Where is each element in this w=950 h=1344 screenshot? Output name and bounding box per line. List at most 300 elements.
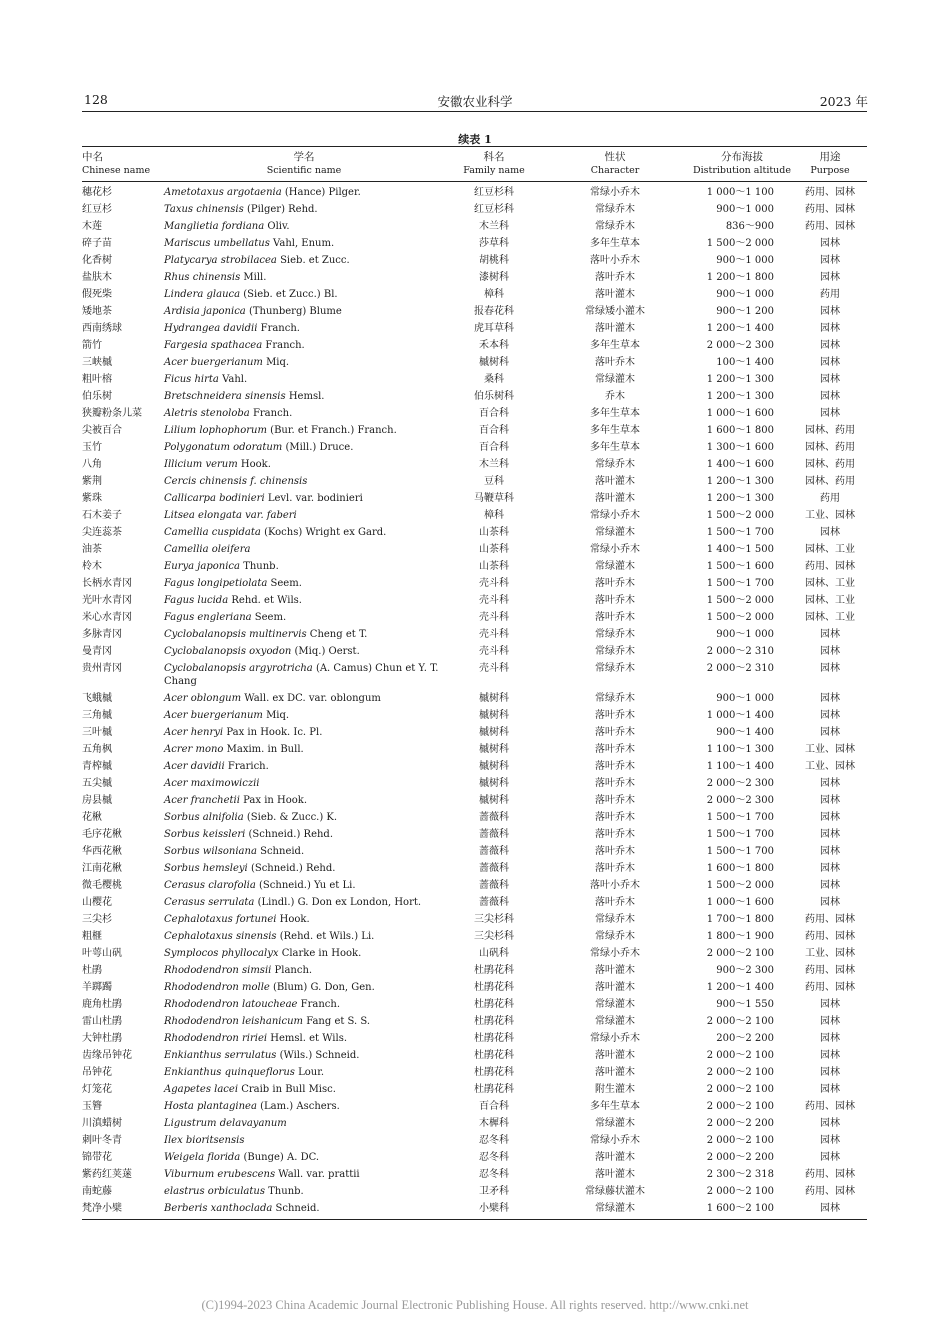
col-header-en: Purpose [810, 165, 850, 176]
altitude-cell: 2 000～2 300 [706, 795, 774, 806]
chinese-name-cell: 尖连蕊茶 [82, 527, 122, 538]
scientific-name-cell [164, 828, 449, 841]
scientific-name-author: Franch. [260, 323, 300, 334]
chinese-name-cell: 碎子苗 [82, 238, 112, 249]
table-row [0, 758, 950, 775]
chinese-name-cell: 三尖杉 [82, 914, 112, 925]
chinese-name-cell: 五角枫 [82, 744, 112, 755]
character-cell: 落叶灌木 [595, 1152, 635, 1163]
scientific-name-author: (Lam.) Aschers. [260, 1101, 340, 1112]
table-row [0, 235, 950, 252]
purpose-cell: 工业、园林 [805, 510, 855, 521]
character-cell: 落叶乔木 [595, 761, 635, 772]
character-cell: 常绿乔木 [595, 646, 635, 657]
altitude-cell: 2 000～2 300 [706, 778, 774, 789]
table-title: 续表 1 [458, 133, 492, 146]
scientific-name-author: Oliv. [267, 221, 290, 232]
family-name-cell: 槭树科 [479, 744, 509, 755]
chinese-name-cell: 玉簪 [82, 1101, 102, 1112]
character-cell: 常绿灌木 [595, 1016, 635, 1027]
character-cell: 多年生草本 [590, 425, 640, 436]
family-name-cell: 壳斗科 [479, 595, 509, 606]
altitude-cell: 900～1 550 [716, 999, 774, 1010]
col-header-cn: 分布海拔 [721, 151, 763, 163]
family-name-cell: 槭树科 [479, 727, 509, 738]
altitude-cell: 1 100～1 400 [706, 761, 774, 772]
scientific-name-author: (Schneid.) Rehd. [248, 829, 334, 840]
family-name-cell: 樟科 [484, 289, 504, 300]
altitude-cell: 1 000～1 600 [706, 897, 774, 908]
journal-title: 安徽农业科学 [437, 94, 513, 109]
chinese-name-cell: 长柄水青冈 [82, 578, 132, 589]
table-row [0, 860, 950, 877]
scientific-name-author: (A. Camus) Chun et Y. T. Chang [164, 663, 439, 687]
scientific-name-italic: Cerasus serrulata [164, 897, 255, 908]
chinese-name-cell: 江南花楸 [82, 863, 122, 874]
scientific-name-italic: elastrus orbiculatus [164, 1186, 265, 1197]
scientific-name-author: (Blum) G. Don, Gen. [273, 982, 375, 993]
altitude-cell: 1 500～2 000 [706, 595, 774, 606]
scientific-name-italic: Sorbus alnifolia [164, 812, 244, 823]
character-cell: 常绿小乔木 [590, 544, 640, 555]
scientific-name-cell [164, 594, 449, 607]
character-cell: 常绿灌木 [595, 561, 635, 572]
altitude-cell: 1 700～1 800 [706, 914, 774, 925]
table-row [0, 541, 950, 558]
table-row [0, 690, 950, 707]
scientific-name-cell [164, 203, 449, 216]
scientific-name-author: (Sieb. et Zucc.) Bl. [243, 289, 338, 300]
scientific-name-cell [164, 726, 449, 739]
character-cell: 落叶乔木 [595, 795, 635, 806]
scientific-name-cell [164, 271, 449, 284]
scientific-name-italic: Bretschneidera sinensis [164, 391, 286, 402]
table-row [0, 1030, 950, 1047]
family-name-cell: 山茶科 [479, 561, 509, 572]
scientific-name-italic: Acrer mono [164, 744, 224, 755]
chinese-name-cell: 华西花楸 [82, 846, 122, 857]
altitude-cell: 2 000～2 100 [706, 1050, 774, 1061]
scientific-name-author: Clarke in Hook. [281, 948, 362, 959]
table-row [0, 843, 950, 860]
table-row [0, 996, 950, 1013]
table-row [0, 609, 950, 626]
scientific-name-italic: Cephalotaxus sinensis [164, 931, 277, 942]
family-name-cell: 报春花科 [474, 306, 514, 317]
chinese-name-cell: 鹿角杜鹃 [82, 999, 122, 1010]
chinese-name-cell: 梵净小檗 [82, 1203, 122, 1214]
scientific-name-italic: Fagus lucida [164, 595, 229, 606]
scientific-name-author: (Schneid.) Rehd. [250, 863, 336, 874]
scientific-name-author: (Hance) Pilger. [284, 187, 361, 198]
purpose-cell: 园林、药用 [805, 425, 855, 436]
family-name-cell: 杜鹃花科 [474, 1050, 514, 1061]
scientific-name-italic: Weigela florida [164, 1152, 241, 1163]
purpose-cell: 园林 [820, 391, 840, 402]
family-name-cell: 杜鹃花科 [474, 1033, 514, 1044]
purpose-cell: 药用、园林 [805, 914, 855, 925]
altitude-cell: 1 500～2 000 [706, 612, 774, 623]
character-cell: 落叶乔木 [595, 727, 635, 738]
family-name-cell: 杜鹃花科 [474, 999, 514, 1010]
altitude-cell: 2 000～2 200 [706, 1152, 774, 1163]
chinese-name-cell: 多脉青冈 [82, 629, 122, 640]
character-cell: 落叶乔木 [595, 578, 635, 589]
altitude-cell: 1 000～1 400 [706, 710, 774, 721]
altitude-cell: 2 000～2 100 [706, 1016, 774, 1027]
character-cell: 落叶小乔木 [590, 880, 640, 891]
purpose-cell: 园林 [820, 340, 840, 351]
purpose-cell: 园林 [820, 880, 840, 891]
scientific-name-author: Cheng et T. [309, 629, 368, 640]
scientific-name-cell [164, 1066, 449, 1079]
scientific-name-author: Miq. [266, 357, 290, 368]
scientific-name-italic: Camellia cuspidata [164, 527, 261, 538]
character-cell: 落叶灌木 [595, 323, 635, 334]
purpose-cell: 工业、园林 [805, 948, 855, 959]
chinese-name-cell: 三峡槭 [82, 357, 112, 368]
family-name-cell: 小檗科 [479, 1203, 509, 1214]
altitude-cell: 2 000～2 100 [706, 1186, 774, 1197]
table-row [0, 439, 950, 456]
scientific-name-italic: Cyclobalanopsis multinervis [164, 629, 307, 640]
table-row [0, 1081, 950, 1098]
chinese-name-cell: 盐肤木 [82, 272, 112, 283]
chinese-name-cell: 飞蛾槭 [82, 693, 112, 704]
family-name-cell: 山茶科 [479, 527, 509, 538]
character-cell: 常绿乔木 [595, 663, 635, 674]
chinese-name-cell: 花楸 [82, 812, 102, 823]
character-cell: 落叶灌木 [595, 493, 635, 504]
scientific-name-italic: Sorbus wilsoniana [164, 846, 257, 857]
scientific-name-author: Levl. var. bodinieri [267, 493, 363, 504]
chinese-name-cell: 贵州青冈 [82, 663, 122, 674]
header-rule [82, 111, 867, 112]
purpose-cell: 园林 [820, 846, 840, 857]
scientific-name-cell [164, 692, 449, 705]
scientific-name-italic: Illicium verum [164, 459, 238, 470]
altitude-cell: 900～1 000 [716, 255, 774, 266]
purpose-cell: 园林 [820, 829, 840, 840]
scientific-name-cell [164, 577, 449, 590]
altitude-cell: 900～2 300 [716, 965, 774, 976]
scientific-name-italic: Berberis xanthoclada [164, 1203, 273, 1214]
scientific-name-italic: Acer maximowiczii [164, 778, 260, 789]
scientific-name-cell [164, 543, 449, 556]
altitude-cell: 900～1 000 [716, 289, 774, 300]
col-header-cn: 用途 [819, 151, 841, 163]
character-cell: 多年生草本 [590, 340, 640, 351]
col-header-family-name [450, 151, 538, 177]
scientific-name-italic: Symplocos phyllocalyx [164, 948, 279, 959]
chinese-name-cell: 伯乐树 [82, 391, 112, 402]
scientific-name-cell [164, 1032, 449, 1045]
purpose-cell: 园林、药用 [805, 459, 855, 470]
family-name-cell: 伯乐树科 [474, 391, 514, 402]
table-row [0, 877, 950, 894]
chinese-name-cell: 矮地茶 [82, 306, 112, 317]
family-name-cell: 三尖杉科 [474, 914, 514, 925]
scientific-name-cell [164, 1015, 449, 1028]
table-row [0, 371, 950, 388]
character-cell: 落叶乔木 [595, 612, 635, 623]
scientific-name-italic: Eurya japonica [164, 561, 240, 572]
table-row [0, 456, 950, 473]
family-name-cell: 杜鹃花科 [474, 982, 514, 993]
character-cell: 常绿小乔木 [590, 948, 640, 959]
altitude-cell: 900～1 000 [716, 693, 774, 704]
altitude-cell: 2 000～2 310 [706, 663, 774, 674]
purpose-cell: 园林 [820, 1203, 840, 1214]
scientific-name-cell [164, 220, 449, 233]
purpose-cell: 药用、园林 [805, 221, 855, 232]
scientific-name-cell [164, 475, 449, 488]
family-name-cell: 壳斗科 [479, 629, 509, 640]
purpose-cell: 园林 [820, 1118, 840, 1129]
table-row [0, 1013, 950, 1030]
chinese-name-cell: 山樱花 [82, 897, 112, 908]
scientific-name-cell [164, 492, 449, 505]
altitude-cell: 900～1 200 [716, 306, 774, 317]
scientific-name-italic: Rhododendron latoucheae [164, 999, 298, 1010]
scientific-name-italic: Cyclobalanopsis oxyodon [164, 646, 292, 657]
character-cell: 常绿矮小灌木 [585, 306, 645, 317]
chinese-name-cell: 三角槭 [82, 710, 112, 721]
altitude-cell: 200～2 200 [716, 1033, 774, 1044]
purpose-cell: 药用、园林 [805, 931, 855, 942]
character-cell: 常绿藤状灌木 [585, 1186, 645, 1197]
character-cell: 乔木 [605, 391, 625, 402]
altitude-cell: 100～1 400 [716, 357, 774, 368]
table-top-rule [82, 146, 867, 147]
scientific-name-cell [164, 662, 449, 688]
scientific-name-cell [164, 458, 449, 471]
col-header-character [565, 151, 665, 177]
scientific-name-cell [164, 254, 449, 267]
purpose-cell: 园林 [820, 1135, 840, 1146]
character-cell: 常绿乔木 [595, 221, 635, 232]
character-cell: 常绿灌木 [595, 1203, 635, 1214]
table-row [0, 626, 950, 643]
purpose-cell: 园林 [820, 1067, 840, 1078]
scientific-name-italic: Acer franchetii [164, 795, 240, 806]
scientific-name-author: Franch. [265, 340, 305, 351]
family-name-cell: 木樨科 [479, 1118, 509, 1129]
chinese-name-cell: 三叶槭 [82, 727, 112, 738]
family-name-cell: 槭树科 [479, 693, 509, 704]
scientific-name-author: (Bunge) A. DC. [243, 1152, 320, 1163]
purpose-cell: 药用 [820, 493, 840, 504]
scientific-name-italic: Sorbus hemsleyi [164, 863, 248, 874]
altitude-cell: 1 500～1 700 [706, 812, 774, 823]
table-row [0, 1183, 950, 1200]
table-row [0, 741, 950, 758]
purpose-cell: 药用、园林 [805, 965, 855, 976]
scientific-name-italic: Acer oblongum [164, 693, 242, 704]
scientific-name-italic: Viburnum erubescens [164, 1169, 276, 1180]
table-row [0, 354, 950, 371]
col-header-cn: 中名 [82, 151, 103, 163]
scientific-name-cell [164, 390, 449, 403]
scientific-name-author: (Mill.) Druce. [285, 442, 354, 453]
scientific-name-italic: Enkianthus quinqueflorus [164, 1067, 295, 1078]
family-name-cell: 壳斗科 [479, 663, 509, 674]
col-header-chinese-name [82, 151, 150, 177]
purpose-cell: 园林 [820, 1152, 840, 1163]
altitude-cell: 836～900 [725, 221, 774, 232]
scientific-name-author: Lour. [298, 1067, 325, 1078]
chinese-name-cell: 紫荆 [82, 476, 102, 487]
scientific-name-italic: Polygonatum odoratum [164, 442, 283, 453]
chinese-name-cell: 狭瓣粉条儿菜 [82, 408, 142, 419]
altitude-cell: 2 000～2 310 [706, 646, 774, 657]
family-name-cell: 漆树科 [479, 272, 509, 283]
scientific-name-author: Vahl, Enum. [273, 238, 335, 249]
chinese-name-cell: 齿缘吊钟花 [82, 1050, 132, 1061]
character-cell: 常绿乔木 [595, 204, 635, 215]
scientific-name-italic: Rhododendron molle [164, 982, 270, 993]
scientific-name-italic: Rhododendron simsii [164, 965, 272, 976]
purpose-cell: 园林 [820, 999, 840, 1010]
scientific-name-italic: Enkianthus serrulatus [164, 1050, 277, 1061]
table-body [0, 184, 950, 1217]
col-header-cn: 学名 [293, 151, 315, 163]
scientific-name-italic: Camellia oleifera [164, 544, 251, 555]
scientific-name-author: Rehd. et Wils. [231, 595, 302, 606]
scientific-name-author: (Pilger) Rehd. [246, 204, 318, 215]
altitude-cell: 2 000～2 300 [706, 340, 774, 351]
table-header-rule [82, 181, 867, 182]
altitude-cell: 1 300～1 600 [706, 442, 774, 453]
character-cell: 多年生草本 [590, 238, 640, 249]
scientific-name-italic: Acer davidii [164, 761, 225, 772]
table-row [0, 337, 950, 354]
scientific-name-author: (Thunberg) Blume [248, 306, 342, 317]
family-name-cell: 壳斗科 [479, 612, 509, 623]
col-header-en: Character [590, 165, 640, 176]
scientific-name-cell [164, 794, 449, 807]
table-row [0, 724, 950, 741]
scientific-name-author: (Rehd. et Wils.) Li. [279, 931, 375, 942]
table-row [0, 660, 950, 690]
purpose-cell: 药用、园林 [805, 187, 855, 198]
scientific-name-cell [164, 709, 449, 722]
table-row [0, 792, 950, 809]
scientific-name-italic: Acer buergerianum [164, 357, 263, 368]
family-name-cell: 莎草科 [479, 238, 509, 249]
chinese-name-cell: 西南绣球 [82, 323, 122, 334]
altitude-cell: 2 000～2 100 [706, 1067, 774, 1078]
scientific-name-italic: Sorbus keissleri [164, 829, 246, 840]
altitude-cell: 1 800～1 900 [706, 931, 774, 942]
purpose-cell: 园林 [820, 646, 840, 657]
family-name-cell: 豆科 [484, 476, 504, 487]
character-cell: 落叶乔木 [595, 357, 635, 368]
table-row [0, 218, 950, 235]
chinese-name-cell: 玉竹 [82, 442, 102, 453]
scientific-name-author: Hemsl. et Wils. [270, 1033, 347, 1044]
family-name-cell: 槭树科 [479, 357, 509, 368]
page-number: 128 [84, 92, 108, 107]
purpose-cell: 园林 [820, 374, 840, 385]
altitude-cell: 2 000～2 200 [706, 1118, 774, 1129]
purpose-cell: 园林 [820, 663, 840, 674]
purpose-cell: 园林 [820, 255, 840, 266]
chinese-name-cell: 尖被百合 [82, 425, 122, 436]
chinese-name-cell: 油茶 [82, 544, 102, 555]
scientific-name-cell [164, 947, 449, 960]
chinese-name-cell: 微毛樱桃 [82, 880, 122, 891]
family-name-cell: 蔷薇科 [479, 897, 509, 908]
scientific-name-cell [164, 879, 449, 892]
scientific-name-author: Planch. [274, 965, 313, 976]
scientific-name-italic: Litsea elongata var. faberi [164, 510, 297, 521]
character-cell: 常绿乔木 [595, 931, 635, 942]
altitude-cell: 1 600～1 800 [706, 863, 774, 874]
purpose-cell: 园林 [820, 693, 840, 704]
chinese-name-cell: 假死柴 [82, 289, 112, 300]
altitude-cell: 900～1 000 [716, 204, 774, 215]
table-row [0, 775, 950, 792]
purpose-cell: 园林 [820, 795, 840, 806]
scientific-name-italic: Agapetes lacei [164, 1084, 239, 1095]
family-name-cell: 蔷薇科 [479, 863, 509, 874]
table-row [0, 945, 950, 962]
character-cell: 落叶乔木 [595, 863, 635, 874]
scientific-name-author: Wall. ex DC. var. oblongum [244, 693, 381, 704]
family-name-cell: 山矾科 [479, 948, 509, 959]
character-cell: 落叶乔木 [595, 272, 635, 283]
scientific-name-cell [164, 356, 449, 369]
character-cell: 附生灌木 [595, 1084, 635, 1095]
chinese-name-cell: 灯笼花 [82, 1084, 112, 1095]
table-row [0, 558, 950, 575]
character-cell: 落叶乔木 [595, 595, 635, 606]
scientific-name-italic: Lilium lophophorum [164, 425, 267, 436]
purpose-cell: 药用 [820, 289, 840, 300]
purpose-cell: 药用、园林 [805, 204, 855, 215]
table-row [0, 643, 950, 660]
chinese-name-cell: 五尖槭 [82, 778, 112, 789]
purpose-cell: 园林 [820, 727, 840, 738]
table-row [0, 405, 950, 422]
chinese-name-cell: 红豆杉 [82, 204, 112, 215]
character-cell: 常绿乔木 [595, 693, 635, 704]
chinese-name-cell: 刺叶冬青 [82, 1135, 122, 1146]
purpose-cell: 药用、园林 [805, 1101, 855, 1112]
purpose-cell: 工业、园林 [805, 761, 855, 772]
scientific-name-author: Maxim. in Bull. [226, 744, 304, 755]
chinese-name-cell: 雷山杜鹃 [82, 1016, 122, 1027]
scientific-name-author: Thunb. [268, 1186, 304, 1197]
scientific-name-cell [164, 1049, 449, 1062]
scientific-name-author: Fang et S. S. [306, 1016, 371, 1027]
purpose-cell: 园林 [820, 238, 840, 249]
family-name-cell: 山茶科 [479, 544, 509, 555]
scientific-name-cell [164, 998, 449, 1011]
altitude-cell: 1 500～2 000 [706, 510, 774, 521]
chinese-name-cell: 箭竹 [82, 340, 102, 351]
table-row [0, 473, 950, 490]
scientific-name-author: Pax in Hook. [243, 795, 308, 806]
scientific-name-author: Mill. [243, 272, 267, 283]
scientific-name-italic: Ficus hirta [164, 374, 219, 385]
scientific-name-cell [164, 862, 449, 875]
table-bottom-rule [82, 1219, 867, 1220]
scientific-name-italic: Ilex bioritsensis [164, 1135, 245, 1146]
scientific-name-author: Thunb. [243, 561, 279, 572]
family-name-cell: 杜鹃花科 [474, 1067, 514, 1078]
